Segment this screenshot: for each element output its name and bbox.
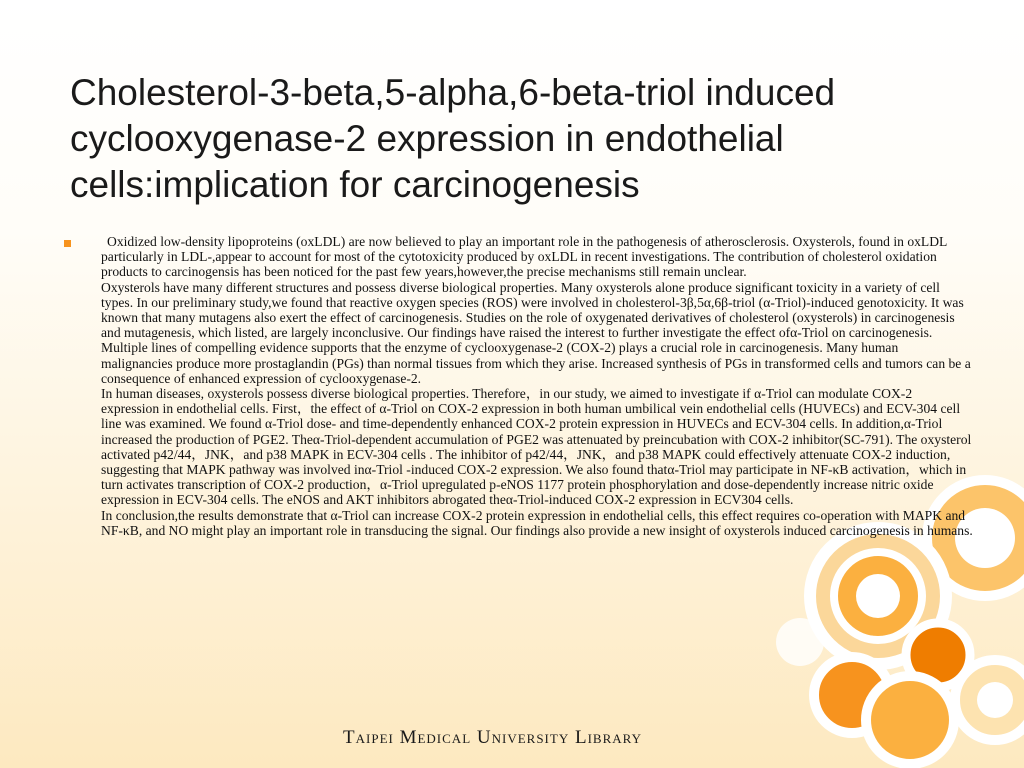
paragraph-study: In human diseases, oxysterols possess diverse biological properties. Therefore，in our study, we aimed to investigate if α-Triol can modulate COX-2 expression in endothelial cells. First，the effect of α-Triol on COX-2 expression in both human umbilical vein endothelial cells (HUVECs) and ECV-304 cell line was examined. We found α-Triol dose- and time-dependently enhanced COX-2 protein expression in HUVECs and ECV-304 cells. In addition,α-Triol increased the production of PGE2. Theα-Triol-dependent accumulation of PGE2 was attenuated by preincubation with COX-2 inhibitor(SC-791). The oxysterol activated p42/44，JNK，and p38 MAPK in ECV-304 cells . The inhibitor of p42/44，JNK，and p38 MAPK could effectively attenuate COX-2 induction, suggesting that MAPK pathway was involved inα-Triol -induced COX-2 expression. We also found thatα-Triol may participate in NF-κB activation，which in turn activates transcription of COX-2 production，α-Triol upregulated p-eNOS 1177 protein phosphorylation and dose-dependently increase nitric oxide expression in ECV-304 cells. The eNOS and AKT inhibitors abrogated theα-Triol-induced COX-2 expression in ECV304 cells. [101,386,972,508]
paragraph-oxysterols: Oxysterols have many different structures and possess diverse biological properties. Many oxysterols alone produce significant toxicity in a variety of cell types. In our preliminary study,we found that reactive oxygen species (ROS) were involved in cholesterol-3β,5α,6β-triol (α-Triol)-induced genotoxicity. It was known that many mutagens also exert the effect of carcinogenesis. Studies on the role of oxygenated derivatives of cholesterol (oxysterols) in carcinogenesis and mutagenesis, which listed, are largely inconclusive. Our findings have raised the interest to further investigate the effect ofα-Triol on carcinogenesis. [101,279,964,341]
slide-title: Cholesterol-3-beta,5-alpha,6-beta-triol induced cyclooxygenase-2 expression in endothelial cells:implication for carcinogenesis [70,72,836,205]
paragraph-conclusion: In conclusion,the results demonstrate that α-Triol can increase COX-2 protein expression in endothelial cells, this effect requires co-operation with MAPK and NF-κB, and NO might play an important role in transducing the signal. Our findings also provide a new insight of oxysterols induced carcinogenesis in humans. [101,507,973,538]
footer-library-name: Taipei Medical University Library [343,727,642,748]
slide-body [101,234,973,538]
paragraph-cox2: Multiple lines of compelling evidence supports that the enzyme of cyclooxygenase-2 (COX-2) plays a crucial role in carcinogenesis. Many human malignancies produce more prostaglandin (PGs) than normal tissues from which they arise. Increased synthesis of PGs in transformed cells and tumors can be a consequence of enhanced expression of cyclooxygenase-2. [101,340,971,386]
paragraph-intro: Oxidized low-density lipoproteins (oxLDL) are now believed to play an important role in the pathogenesis of atherosclerosis. Oxysterols, found in oxLDL particularly in LDL-,appear to account for most of the cytotoxicity produced by oxLDL in recent investigations. The contribution of cholesterol oxidation products to carcinogensis has been noticed for the past few years,however,the precise mechanisms still remain unclear. [101,234,947,280]
